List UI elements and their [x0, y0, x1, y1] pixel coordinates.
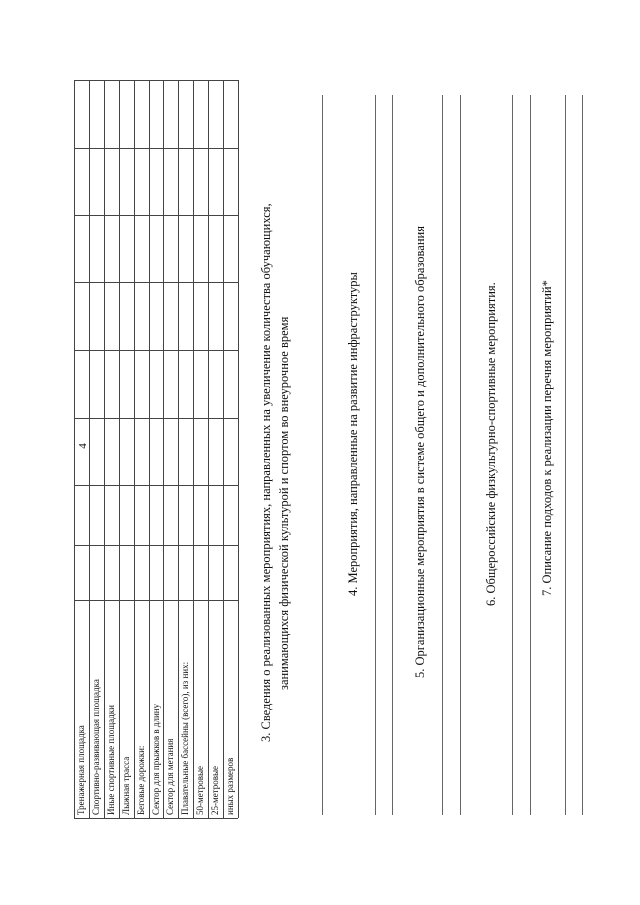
table-column-border — [74, 818, 238, 819]
section-5-heading: 5. Организационные мероприятия в системе общего и дополнительного образования — [413, 226, 427, 678]
table-row-border — [193, 80, 194, 818]
fill-line — [392, 95, 393, 815]
table-row-border — [208, 80, 209, 818]
fill-line — [375, 95, 376, 815]
table-row-border — [163, 80, 164, 818]
table-row-label: Плавательные бассейны (всего), из них: — [180, 661, 191, 815]
page-number: 4 — [77, 443, 89, 449]
fill-line — [442, 95, 443, 815]
table-row-label: Тренажерная площадка — [76, 725, 86, 815]
table-row-border — [149, 80, 150, 818]
fill-line — [512, 95, 513, 815]
table-row-border — [89, 80, 90, 818]
table-column-border — [74, 600, 238, 601]
table-row-border — [134, 80, 135, 818]
fill-line — [582, 95, 583, 815]
table-row-border — [238, 80, 239, 818]
section-3-heading-line-1: 3. Сведения о реализованных мероприятиях, направленных на увеличение количества обучающихся, — [259, 203, 273, 742]
fill-line — [565, 95, 566, 815]
table-row-label: Спортивно-развивающая площадка — [90, 679, 101, 815]
table-row-label: 50-метровые — [195, 765, 206, 815]
table-column-border — [74, 282, 238, 283]
table-row-border — [74, 80, 75, 818]
table-row-border — [119, 80, 120, 818]
table-column-border — [74, 418, 238, 419]
table-column-border — [74, 485, 238, 486]
table-row-label: иных размеров — [225, 757, 236, 815]
fill-line — [460, 95, 461, 815]
fill-line — [530, 95, 531, 815]
section-3-heading-line-2: занимающихся физической культурой и спортом во внеурочное время — [277, 316, 291, 690]
table-row-label: Сектор для метания — [165, 738, 176, 815]
section-6-heading: 6. Общероссийские физкультурно-спортивные мероприятия. — [484, 282, 498, 606]
table-column-border — [74, 215, 238, 216]
table-column-border — [74, 80, 238, 81]
table-row-label: 25-метровые — [210, 765, 221, 815]
table-column-border — [74, 148, 238, 149]
table-row-label: Лыжная трасса — [120, 756, 131, 815]
table-row-label: Сектор для прыжков в длину — [150, 703, 161, 815]
table-row-label: Беговые дорожки: — [135, 745, 146, 815]
section-7-heading: 7. Описание подходов к реализации перечня мероприятий* — [540, 280, 554, 596]
table-row-label: Иные спортивные площадки — [105, 705, 116, 815]
fill-line — [322, 95, 323, 815]
section-4-heading: 4. Мероприятия, направленные на развитие инфраструктуры — [346, 272, 360, 596]
table-row-border — [104, 80, 105, 818]
table-row-border — [223, 80, 224, 818]
table-column-border — [74, 350, 238, 351]
table-column-border — [74, 545, 238, 546]
